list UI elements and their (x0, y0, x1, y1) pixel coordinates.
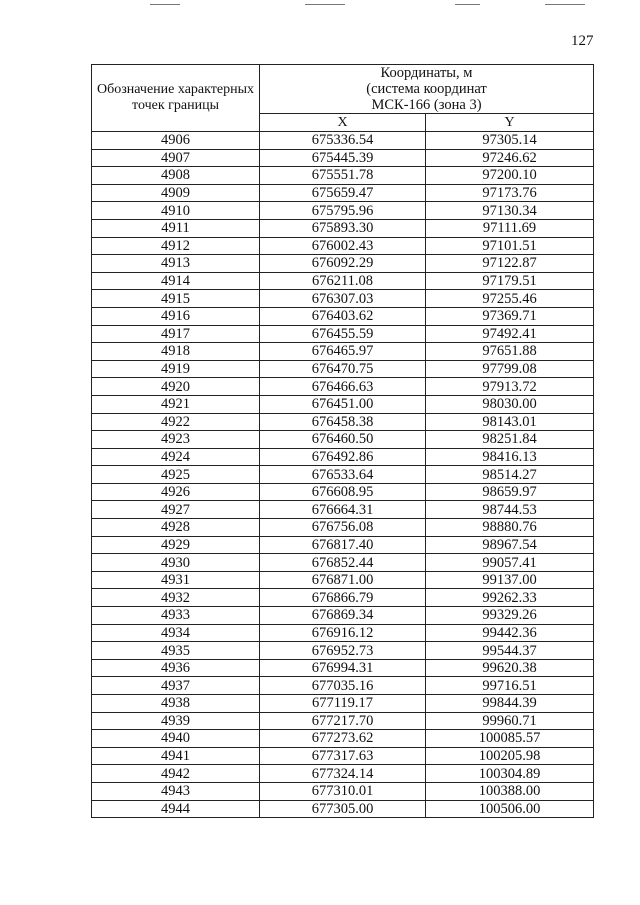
table-row (92, 219, 594, 237)
table-row (92, 642, 594, 660)
table-row (92, 536, 594, 554)
table-row (92, 800, 594, 818)
x-cell: 675659.47 (260, 184, 426, 202)
y-cell: 98967.54 (426, 536, 594, 554)
y-cell: 99057.41 (426, 554, 594, 572)
point-cell: 4920 (92, 378, 260, 396)
y-cell: 98251.84 (426, 431, 594, 449)
point-cell: 4912 (92, 237, 260, 255)
point-cell: 4932 (92, 589, 260, 607)
x-cell: 676994.31 (260, 659, 426, 677)
y-cell: 100085.57 (426, 730, 594, 748)
table-row (92, 149, 594, 167)
y-cell: 99442.36 (426, 624, 594, 642)
table-row (92, 202, 594, 220)
table-row (92, 132, 594, 150)
coordinates-table (91, 64, 594, 818)
x-cell: 676871.00 (260, 571, 426, 589)
y-cell: 97651.88 (426, 343, 594, 361)
point-cell: 4917 (92, 325, 260, 343)
x-cell: 677217.70 (260, 712, 426, 730)
table-row (92, 554, 594, 572)
y-cell: 97492.41 (426, 325, 594, 343)
y-cell: 99620.38 (426, 659, 594, 677)
point-cell: 4923 (92, 431, 260, 449)
y-cell: 99137.00 (426, 571, 594, 589)
y-cell: 97111.69 (426, 219, 594, 237)
header-coords-line1: Координаты, м (380, 65, 473, 81)
table-row (92, 571, 594, 589)
point-cell: 4908 (92, 167, 260, 185)
y-cell: 99262.33 (426, 589, 594, 607)
y-cell: 97255.46 (426, 290, 594, 308)
x-cell: 676092.29 (260, 255, 426, 273)
point-cell: 4911 (92, 219, 260, 237)
y-cell: 97122.87 (426, 255, 594, 273)
table-row (92, 712, 594, 730)
header-point-designation: Обозначение характерных точек границы (92, 65, 260, 132)
header-coords-line3: МСК-166 (зона 3) (371, 97, 482, 113)
table-row (92, 747, 594, 765)
y-cell: 98143.01 (426, 413, 594, 431)
table-row (92, 782, 594, 800)
table-row (92, 501, 594, 519)
x-cell: 677035.16 (260, 677, 426, 695)
x-cell: 676533.64 (260, 466, 426, 484)
point-cell: 4934 (92, 624, 260, 642)
point-cell: 4936 (92, 659, 260, 677)
table-row (92, 325, 594, 343)
y-cell: 97913.72 (426, 378, 594, 396)
table-row (92, 184, 594, 202)
y-cell: 99544.37 (426, 642, 594, 660)
point-cell: 4940 (92, 730, 260, 748)
x-cell: 677273.62 (260, 730, 426, 748)
x-cell: 676002.43 (260, 237, 426, 255)
point-cell: 4915 (92, 290, 260, 308)
y-cell: 100304.89 (426, 765, 594, 783)
y-cell: 97101.51 (426, 237, 594, 255)
table-row (92, 167, 594, 185)
point-cell: 4926 (92, 483, 260, 501)
x-cell: 676492.86 (260, 448, 426, 466)
table-row (92, 272, 594, 290)
point-cell: 4906 (92, 132, 260, 150)
point-cell: 4944 (92, 800, 260, 818)
point-cell: 4913 (92, 255, 260, 273)
table-body (92, 132, 594, 818)
table-row (92, 378, 594, 396)
y-cell: 99716.51 (426, 677, 594, 695)
x-cell: 677119.17 (260, 695, 426, 713)
header-y: Y (426, 114, 594, 132)
x-cell: 676458.38 (260, 413, 426, 431)
x-cell: 676866.79 (260, 589, 426, 607)
x-cell: 676869.34 (260, 607, 426, 625)
point-cell: 4943 (92, 782, 260, 800)
table-row (92, 519, 594, 537)
y-cell: 100388.00 (426, 782, 594, 800)
header-x: X (260, 114, 426, 132)
point-cell: 4938 (92, 695, 260, 713)
table-row (92, 765, 594, 783)
point-cell: 4916 (92, 307, 260, 325)
point-cell: 4942 (92, 765, 260, 783)
y-cell: 97246.62 (426, 149, 594, 167)
point-cell: 4925 (92, 466, 260, 484)
x-cell: 676455.59 (260, 325, 426, 343)
x-cell: 676307.03 (260, 290, 426, 308)
point-cell: 4922 (92, 413, 260, 431)
table-row (92, 360, 594, 378)
x-cell: 677305.00 (260, 800, 426, 818)
x-cell: 676211.08 (260, 272, 426, 290)
x-cell: 676608.95 (260, 483, 426, 501)
page-number: 127 (571, 33, 594, 49)
table-row (92, 589, 594, 607)
header-coords-line2: (система координат (366, 81, 487, 97)
y-cell: 98880.76 (426, 519, 594, 537)
table-row (92, 290, 594, 308)
table-row (92, 343, 594, 361)
x-cell: 677324.14 (260, 765, 426, 783)
x-cell: 676756.08 (260, 519, 426, 537)
y-cell: 97179.51 (426, 272, 594, 290)
point-cell: 4933 (92, 607, 260, 625)
x-cell: 676817.40 (260, 536, 426, 554)
x-cell: 676465.97 (260, 343, 426, 361)
table-row (92, 677, 594, 695)
table-row (92, 607, 594, 625)
table-row (92, 431, 594, 449)
x-cell: 676952.73 (260, 642, 426, 660)
y-cell: 97130.34 (426, 202, 594, 220)
point-cell: 4907 (92, 149, 260, 167)
y-cell: 97369.71 (426, 307, 594, 325)
table-row (92, 624, 594, 642)
x-cell: 675795.96 (260, 202, 426, 220)
y-cell: 98659.97 (426, 483, 594, 501)
table-row (92, 255, 594, 273)
y-cell: 98744.53 (426, 501, 594, 519)
point-cell: 4921 (92, 395, 260, 413)
y-cell: 98030.00 (426, 395, 594, 413)
y-cell: 100506.00 (426, 800, 594, 818)
point-cell: 4924 (92, 448, 260, 466)
point-cell: 4919 (92, 360, 260, 378)
table-row (92, 307, 594, 325)
y-cell: 100205.98 (426, 747, 594, 765)
y-cell: 97799.08 (426, 360, 594, 378)
x-cell: 677310.01 (260, 782, 426, 800)
x-cell: 676916.12 (260, 624, 426, 642)
x-cell: 675551.78 (260, 167, 426, 185)
table-row (92, 466, 594, 484)
point-cell: 4927 (92, 501, 260, 519)
point-cell: 4937 (92, 677, 260, 695)
y-cell: 99960.71 (426, 712, 594, 730)
point-cell: 4914 (92, 272, 260, 290)
y-cell: 97200.10 (426, 167, 594, 185)
table-row (92, 413, 594, 431)
x-cell: 675893.30 (260, 219, 426, 237)
point-cell: 4931 (92, 571, 260, 589)
y-cell: 97173.76 (426, 184, 594, 202)
table-row (92, 695, 594, 713)
x-cell: 676466.63 (260, 378, 426, 396)
header-coordinates (260, 65, 594, 114)
x-cell: 675445.39 (260, 149, 426, 167)
point-cell: 4941 (92, 747, 260, 765)
point-cell: 4935 (92, 642, 260, 660)
x-cell: 676460.50 (260, 431, 426, 449)
point-cell: 4909 (92, 184, 260, 202)
x-cell: 676664.31 (260, 501, 426, 519)
y-cell: 99329.26 (426, 607, 594, 625)
point-cell: 4930 (92, 554, 260, 572)
table-row (92, 395, 594, 413)
x-cell: 677317.63 (260, 747, 426, 765)
x-cell: 676852.44 (260, 554, 426, 572)
point-cell: 4918 (92, 343, 260, 361)
y-cell: 99844.39 (426, 695, 594, 713)
table-row (92, 483, 594, 501)
point-cell: 4939 (92, 712, 260, 730)
table-row (92, 659, 594, 677)
y-cell: 98514.27 (426, 466, 594, 484)
x-cell: 675336.54 (260, 132, 426, 150)
table-row (92, 237, 594, 255)
point-cell: 4929 (92, 536, 260, 554)
scan-top-marks (0, 2, 640, 8)
y-cell: 97305.14 (426, 132, 594, 150)
x-cell: 676403.62 (260, 307, 426, 325)
x-cell: 676451.00 (260, 395, 426, 413)
point-cell: 4910 (92, 202, 260, 220)
table-row (92, 448, 594, 466)
y-cell: 98416.13 (426, 448, 594, 466)
table-row (92, 730, 594, 748)
x-cell: 676470.75 (260, 360, 426, 378)
point-cell: 4928 (92, 519, 260, 537)
